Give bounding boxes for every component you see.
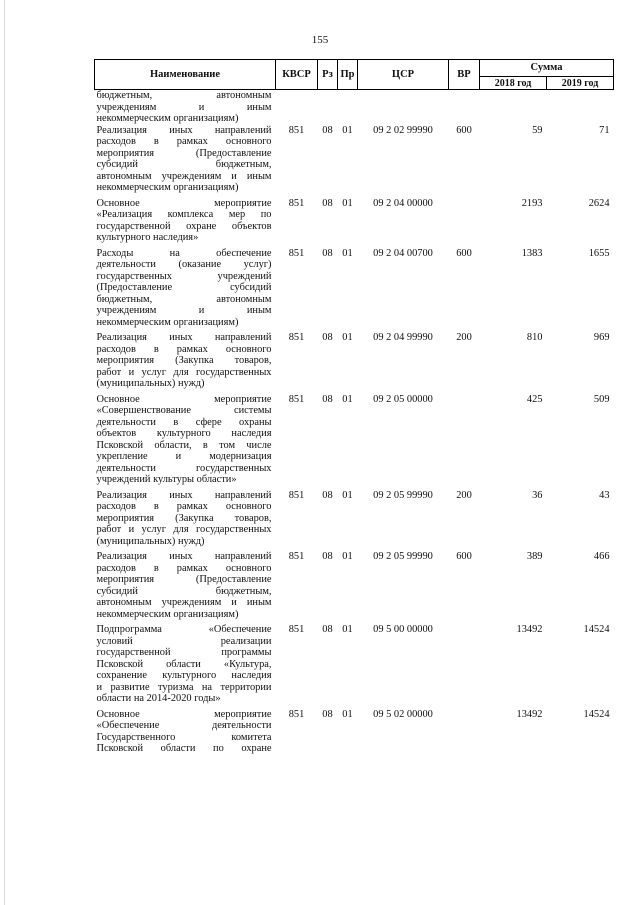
cell-kvsr (276, 90, 318, 125)
cell-rz: 08 (322, 551, 333, 562)
row-name-line: условий реализации (96, 635, 272, 647)
cell-kvsr: 851 (288, 247, 305, 259)
cell-vr (449, 194, 480, 244)
row-name-line: «Совершенствование системы (96, 405, 272, 416)
cell-y1: 810 (526, 332, 543, 343)
cell-pr: 01 (342, 551, 353, 562)
row-name-line: Расходы на обеспечение (96, 247, 272, 259)
row-name-line: культурного наследия» (96, 232, 199, 243)
row-name-line: Государственного комитета (96, 731, 272, 743)
row-name-line: Реализация иных направлений (96, 551, 272, 562)
row-name-line: расходов в рамках основного (96, 562, 272, 574)
cell-pr: 01 (342, 393, 353, 405)
header-kvsr: КВСР (276, 60, 318, 90)
row-name-line: некоммерческим организациям) (96, 316, 239, 328)
cell-kvsr: 851 (288, 393, 305, 405)
row-name (95, 705, 276, 755)
cell-csr: 09 2 04 99990 (373, 332, 433, 343)
cell-rz: 08 (322, 332, 333, 343)
cell-rz: 08 (322, 247, 333, 259)
cell-vr: 600 (456, 551, 472, 562)
row-name-line: (муниципальных) нужд) (96, 535, 205, 547)
row-name-line: автономным учреждениям и иным (96, 597, 272, 608)
row-name-line: субсидий бюджетным, (96, 159, 272, 170)
row-name-line: учреждений культуры области» (96, 474, 237, 485)
row-name (95, 328, 276, 390)
row-name-line: Основное мероприятие (96, 708, 272, 720)
cell-rz: 08 (322, 708, 333, 720)
row-name-line: деятельности в сфере охраны (96, 416, 272, 428)
row-name-line: автономным учреждениям и иным (96, 170, 272, 182)
cell-kvsr: 851 (288, 332, 305, 343)
row-name (95, 390, 276, 486)
row-name-line: деятельности государственных (96, 462, 272, 474)
header-csr: ЦСР (358, 60, 449, 90)
row-name-line: Реализация иных направлений (96, 124, 272, 136)
cell-vr (449, 705, 480, 755)
cell-csr: 09 2 02 99990 (373, 124, 433, 136)
row-name-line: и развитие туризма на территории (96, 681, 272, 693)
cell-pr: 01 (342, 332, 353, 343)
cell-pr: 01 (342, 197, 353, 209)
cell-pr (338, 90, 358, 125)
row-name (95, 620, 276, 705)
cell-y2: 509 (593, 393, 610, 405)
cell-csr (358, 90, 449, 125)
row-name (95, 486, 276, 548)
row-name-line: учреждениям и иным (96, 101, 272, 113)
header-year-2019: 2019 год (547, 77, 614, 90)
cell-y2: 14524 (583, 624, 610, 635)
table-row (95, 705, 614, 755)
row-name-line: мероприятия (Предоставление (96, 147, 272, 159)
row-name-line: субсидий бюджетным, (96, 585, 272, 597)
cell-pr: 01 (342, 708, 353, 720)
row-name-line: мероприятия (Предоставление (96, 574, 272, 585)
row-name-line: мероприятия (Закупка товаров, (96, 512, 272, 524)
cell-rz: 08 (322, 393, 333, 405)
header-year-2018: 2018 год (480, 77, 547, 90)
row-name-line: государственных учреждений (96, 270, 272, 282)
cell-y1: 59 (532, 124, 543, 136)
row-name (95, 90, 276, 125)
cell-y2 (547, 90, 614, 125)
cell-y1: 13492 (516, 624, 543, 635)
table-row (95, 547, 614, 620)
cell-csr: 09 2 04 00700 (373, 247, 433, 259)
cell-vr: 200 (456, 332, 472, 343)
row-name-line: сохранение культурного наследия (96, 670, 272, 681)
cell-pr: 01 (342, 124, 353, 136)
row-name-line: Реализация иных направлений (96, 332, 272, 343)
header-rz: Рз (318, 60, 338, 90)
cell-y1: 389 (526, 551, 543, 562)
cell-vr: 600 (456, 247, 472, 259)
cell-kvsr: 851 (288, 624, 305, 635)
row-name-line: Подпрограмма «Обеспечение (96, 624, 272, 635)
cell-y1: 36 (532, 489, 543, 501)
row-name-line: государственной охране объектов (96, 220, 272, 232)
row-name-line: Псковской области, в том числе (96, 439, 272, 451)
cell-csr: 09 2 05 00000 (373, 393, 433, 405)
cell-vr (449, 620, 480, 705)
cell-kvsr: 851 (288, 708, 305, 720)
header-sum: Сумма (480, 60, 614, 77)
row-name-line: некоммерческим организациям) (96, 608, 239, 620)
cell-y1: 13492 (516, 708, 543, 720)
row-name-line: государственной программы (96, 647, 272, 658)
cell-pr: 01 (342, 247, 353, 259)
row-name-line: укрепление и модернизация (96, 451, 272, 462)
table-row (95, 390, 614, 486)
cell-vr (449, 390, 480, 486)
cell-y2: 43 (599, 489, 610, 501)
cell-y2: 1655 (588, 247, 610, 259)
cell-vr: 600 (456, 124, 472, 136)
row-name-line: некоммерческим организациям) (96, 182, 239, 193)
table-row (95, 244, 614, 329)
cell-y2: 14524 (583, 708, 610, 720)
row-name-line: деятельности (оказание услуг) (96, 259, 272, 270)
cell-y2: 466 (593, 551, 610, 562)
row-name (95, 194, 276, 244)
row-name-line: Основное мероприятие (96, 393, 272, 405)
row-name-line: расходов в рамках основного (96, 343, 272, 355)
row-name-line: (муниципальных) нужд) (96, 378, 205, 389)
cell-csr: 09 2 05 99990 (373, 489, 433, 501)
table-row (95, 125, 614, 194)
row-name (95, 244, 276, 329)
cell-rz: 08 (322, 624, 333, 635)
table-row (95, 194, 614, 244)
row-name-line: Псковской области «Культура, (96, 658, 272, 670)
cell-vr: 200 (456, 489, 472, 501)
cell-y2: 2624 (588, 197, 610, 209)
cell-pr: 01 (342, 489, 353, 501)
cell-csr: 09 2 04 00000 (373, 197, 433, 209)
table-body (95, 90, 614, 755)
scan-edge (4, 0, 5, 905)
header-vr: ВР (449, 60, 480, 90)
row-name-line: Реализация иных направлений (96, 489, 272, 501)
row-name-line: работ и услуг для государственных (96, 366, 272, 378)
row-name-line: «Реализация комплекса мер по (96, 209, 272, 220)
cell-kvsr: 851 (288, 489, 305, 501)
cell-rz: 08 (322, 124, 333, 136)
row-name-line: Псковской области по охране (96, 743, 272, 754)
row-name-line: Основное мероприятие (96, 197, 272, 209)
row-name-line: бюджетным, автономным (96, 90, 272, 101)
header-name: Наименование (95, 60, 276, 90)
header-pr: Пр (338, 60, 358, 90)
table-row (95, 486, 614, 548)
cell-csr: 09 5 00 00000 (373, 624, 433, 635)
row-name-line: расходов в рамках основного (96, 136, 272, 147)
cell-y2: 969 (593, 332, 610, 343)
row-name (95, 125, 276, 194)
cell-rz (318, 90, 338, 125)
row-name-line: «Обеспечение деятельности (96, 720, 272, 731)
cell-rz: 08 (322, 489, 333, 501)
table-row (95, 620, 614, 705)
budget-table (94, 59, 613, 755)
cell-vr (449, 90, 480, 125)
page-number: 155 (311, 34, 329, 46)
cell-y1: 2193 (521, 197, 543, 209)
row-name-line: учреждениям и иным (96, 305, 272, 316)
row-name-line: бюджетным, автономным (96, 293, 272, 305)
row-name-line: (Предоставление субсидий (96, 282, 272, 293)
cell-kvsr: 851 (288, 551, 305, 562)
table-row (95, 90, 614, 125)
cell-csr: 09 5 02 00000 (373, 708, 433, 720)
cell-csr: 09 2 05 99990 (373, 551, 433, 562)
cell-y1: 425 (526, 393, 543, 405)
cell-y1 (480, 90, 547, 125)
cell-y2: 71 (599, 124, 610, 136)
row-name-line: мероприятия (Закупка товаров, (96, 355, 272, 366)
cell-kvsr: 851 (288, 124, 305, 136)
row-name-line: расходов в рамках основного (96, 501, 272, 512)
table-row (95, 328, 614, 390)
row-name-line: объектов культурного наследия (96, 428, 272, 439)
cell-pr: 01 (342, 624, 353, 635)
row-name-line: работ и услуг для государственных (96, 524, 272, 535)
row-name (95, 547, 276, 620)
cell-rz: 08 (322, 197, 333, 209)
cell-kvsr: 851 (288, 197, 305, 209)
row-name-line: некоммерческим организациям) (96, 113, 239, 124)
row-name-line: области на 2014-2020 годы» (96, 693, 221, 704)
cell-y1: 1383 (521, 247, 543, 259)
